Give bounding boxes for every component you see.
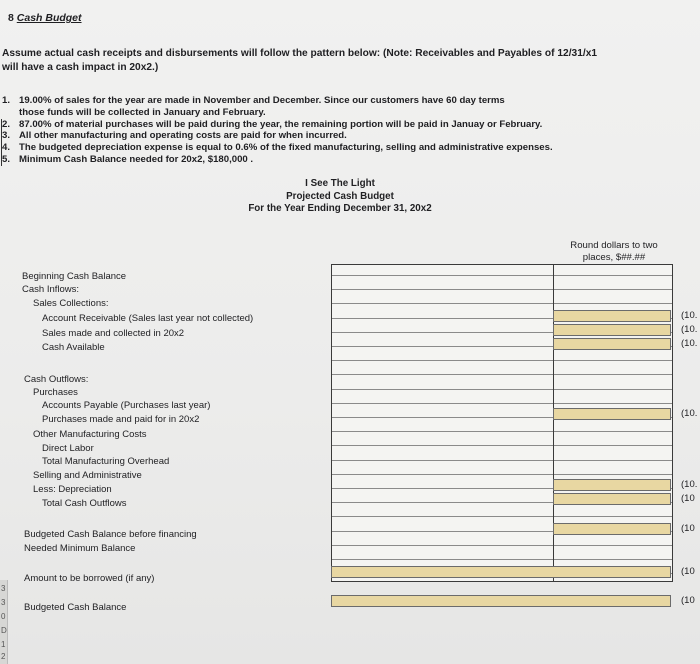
rule-1: 1. 19.00% of sales for the year are made in November and December. Since our customers have 60 day terms (2, 95, 505, 106)
label-sales-collected: Sales made and collected in 20x2 (42, 328, 185, 339)
grid-cell[interactable] (332, 350, 554, 361)
label-direct-labor: Direct Labor (42, 443, 94, 454)
grid-column-left (331, 264, 555, 582)
grid-cell[interactable] (332, 450, 554, 461)
label-cash-available: Cash Available (42, 342, 105, 353)
problem-title-text: Cash Budget (16, 12, 82, 24)
mark-final: (10 (681, 595, 695, 606)
grid-cell[interactable] (332, 506, 554, 517)
label-amount-borrowed: Amount to be borrowed (if any) (24, 573, 155, 584)
grid-cell[interactable] (332, 549, 554, 560)
grid-cell[interactable] (332, 535, 554, 546)
grid-cell[interactable] (332, 407, 554, 418)
label-total-mfg-overhead: Total Manufacturing Overhead (42, 456, 170, 467)
mark-before-financing: (10 (681, 523, 695, 534)
label-purchases: Purchases (33, 387, 78, 398)
mark-sales: (10. (681, 324, 698, 335)
grid-cell[interactable] (554, 393, 672, 404)
grid-cell[interactable] (554, 350, 672, 361)
report-name: Projected Cash Budget (286, 190, 394, 202)
rule-2: 2. 87.00% of material purchases will be paid during the year, the remaining portion will be paid in Januay or February. (1, 119, 553, 131)
input-depreciation[interactable] (553, 493, 671, 505)
grid-cell[interactable] (332, 421, 554, 432)
rule-4: 4. The budgeted depreciation expense is equal to 0.6% of the fixed manufacturing, selling and administrative expenses. (2, 142, 553, 154)
grid-cell[interactable] (332, 279, 554, 290)
grid-cell[interactable] (332, 265, 554, 276)
label-purchases-paid: Purchases made and paid for in 20x2 (42, 414, 200, 425)
intro-paragraph: Assume actual cash receipts and disbursements will follow the pattern below: (Note: Receivables and Payables of 12/31/x1 will have a cash impact in 20x2.) (2, 48, 598, 73)
label-before-financing: Budgeted Cash Balance before financing (24, 529, 197, 540)
problem-number: 8 (8, 12, 14, 24)
grid-cell[interactable] (554, 265, 672, 276)
rule-5: 5. Minimum Cash Balance needed for 20x2, $180,000 . (1, 154, 553, 166)
left-edge-strip: 3 3 0 D 1 2 (0, 580, 8, 664)
label-min-balance: Needed Minimum Balance (24, 543, 136, 554)
grid-cell[interactable] (332, 322, 554, 333)
grid-cell[interactable] (332, 435, 554, 446)
label-less-depreciation: Less: Depreciation (33, 484, 112, 495)
grid-cell[interactable] (554, 464, 672, 475)
company-name: I See The Light (305, 178, 375, 189)
rule-3: 3. All other manufacturing and operating costs are paid for when incurred. (1, 130, 553, 142)
grid-cell[interactable] (332, 293, 554, 304)
label-total-outflows: Total Cash Outflows (42, 498, 127, 509)
grid-cell[interactable] (554, 421, 672, 432)
grid-cell[interactable] (332, 478, 554, 489)
grid-cell[interactable] (332, 464, 554, 475)
grid-cell[interactable] (332, 379, 554, 390)
grid-cell[interactable] (554, 549, 672, 560)
report-period: For the Year Ending December 31, 20x2 (248, 203, 432, 214)
input-ar[interactable] (553, 310, 671, 322)
label-beginning-cash: Beginning Cash Balance (22, 271, 127, 282)
mark-purchases: (10. (681, 408, 698, 419)
grid-cell[interactable] (332, 521, 554, 532)
grid-cell[interactable] (554, 435, 672, 446)
grid-cell[interactable] (554, 450, 672, 461)
budget-header (230, 178, 450, 216)
grid-cell[interactable] (554, 293, 672, 304)
grid-cell[interactable] (332, 393, 554, 404)
grid-cell[interactable] (554, 279, 672, 290)
label-budgeted-balance: Budgeted Cash Balance (24, 602, 127, 613)
rules-list (2, 95, 553, 166)
label-other-mfg: Other Manufacturing Costs (33, 429, 147, 440)
mark-depreciation: (10 (681, 493, 695, 504)
rounding-note: Round dollars to two places, $##.## (570, 240, 658, 263)
mark-ar: (10. (681, 310, 698, 321)
mark-borrowed: (10 (681, 566, 695, 577)
label-cash-inflows: Cash Inflows: (22, 284, 80, 295)
grid-cell[interactable] (554, 379, 672, 390)
input-before-financing[interactable] (553, 523, 671, 535)
input-selling-admin[interactable] (553, 479, 671, 491)
mark-selling: (10. (681, 479, 698, 490)
grid-cell[interactable] (332, 336, 554, 347)
label-sales-collections: Sales Collections: (33, 298, 109, 309)
grid-cell[interactable] (332, 492, 554, 503)
problem-title (8, 12, 82, 24)
grid-cell[interactable] (554, 364, 672, 375)
grid-cell[interactable] (332, 308, 554, 319)
grid-cell[interactable] (554, 506, 672, 517)
grid-cell[interactable] (554, 535, 672, 546)
input-budgeted-balance[interactable] (331, 595, 671, 607)
label-accounts-payable: Accounts Payable (Purchases last year) (42, 400, 211, 411)
mark-available: (10. (681, 338, 698, 349)
rule-1-continued: those funds will be collected in January and February. (19, 106, 266, 118)
label-cash-outflows: Cash Outflows: (24, 374, 89, 385)
input-sales-collected[interactable] (553, 324, 671, 336)
input-purchases-paid[interactable] (553, 408, 671, 420)
input-amount-borrowed[interactable] (331, 566, 671, 578)
label-accounts-receivable: Account Receivable (Sales last year not collected) (42, 313, 254, 324)
label-selling-admin: Selling and Administrative (33, 470, 142, 481)
grid-cell[interactable] (332, 364, 554, 375)
input-cash-available[interactable] (553, 338, 671, 350)
